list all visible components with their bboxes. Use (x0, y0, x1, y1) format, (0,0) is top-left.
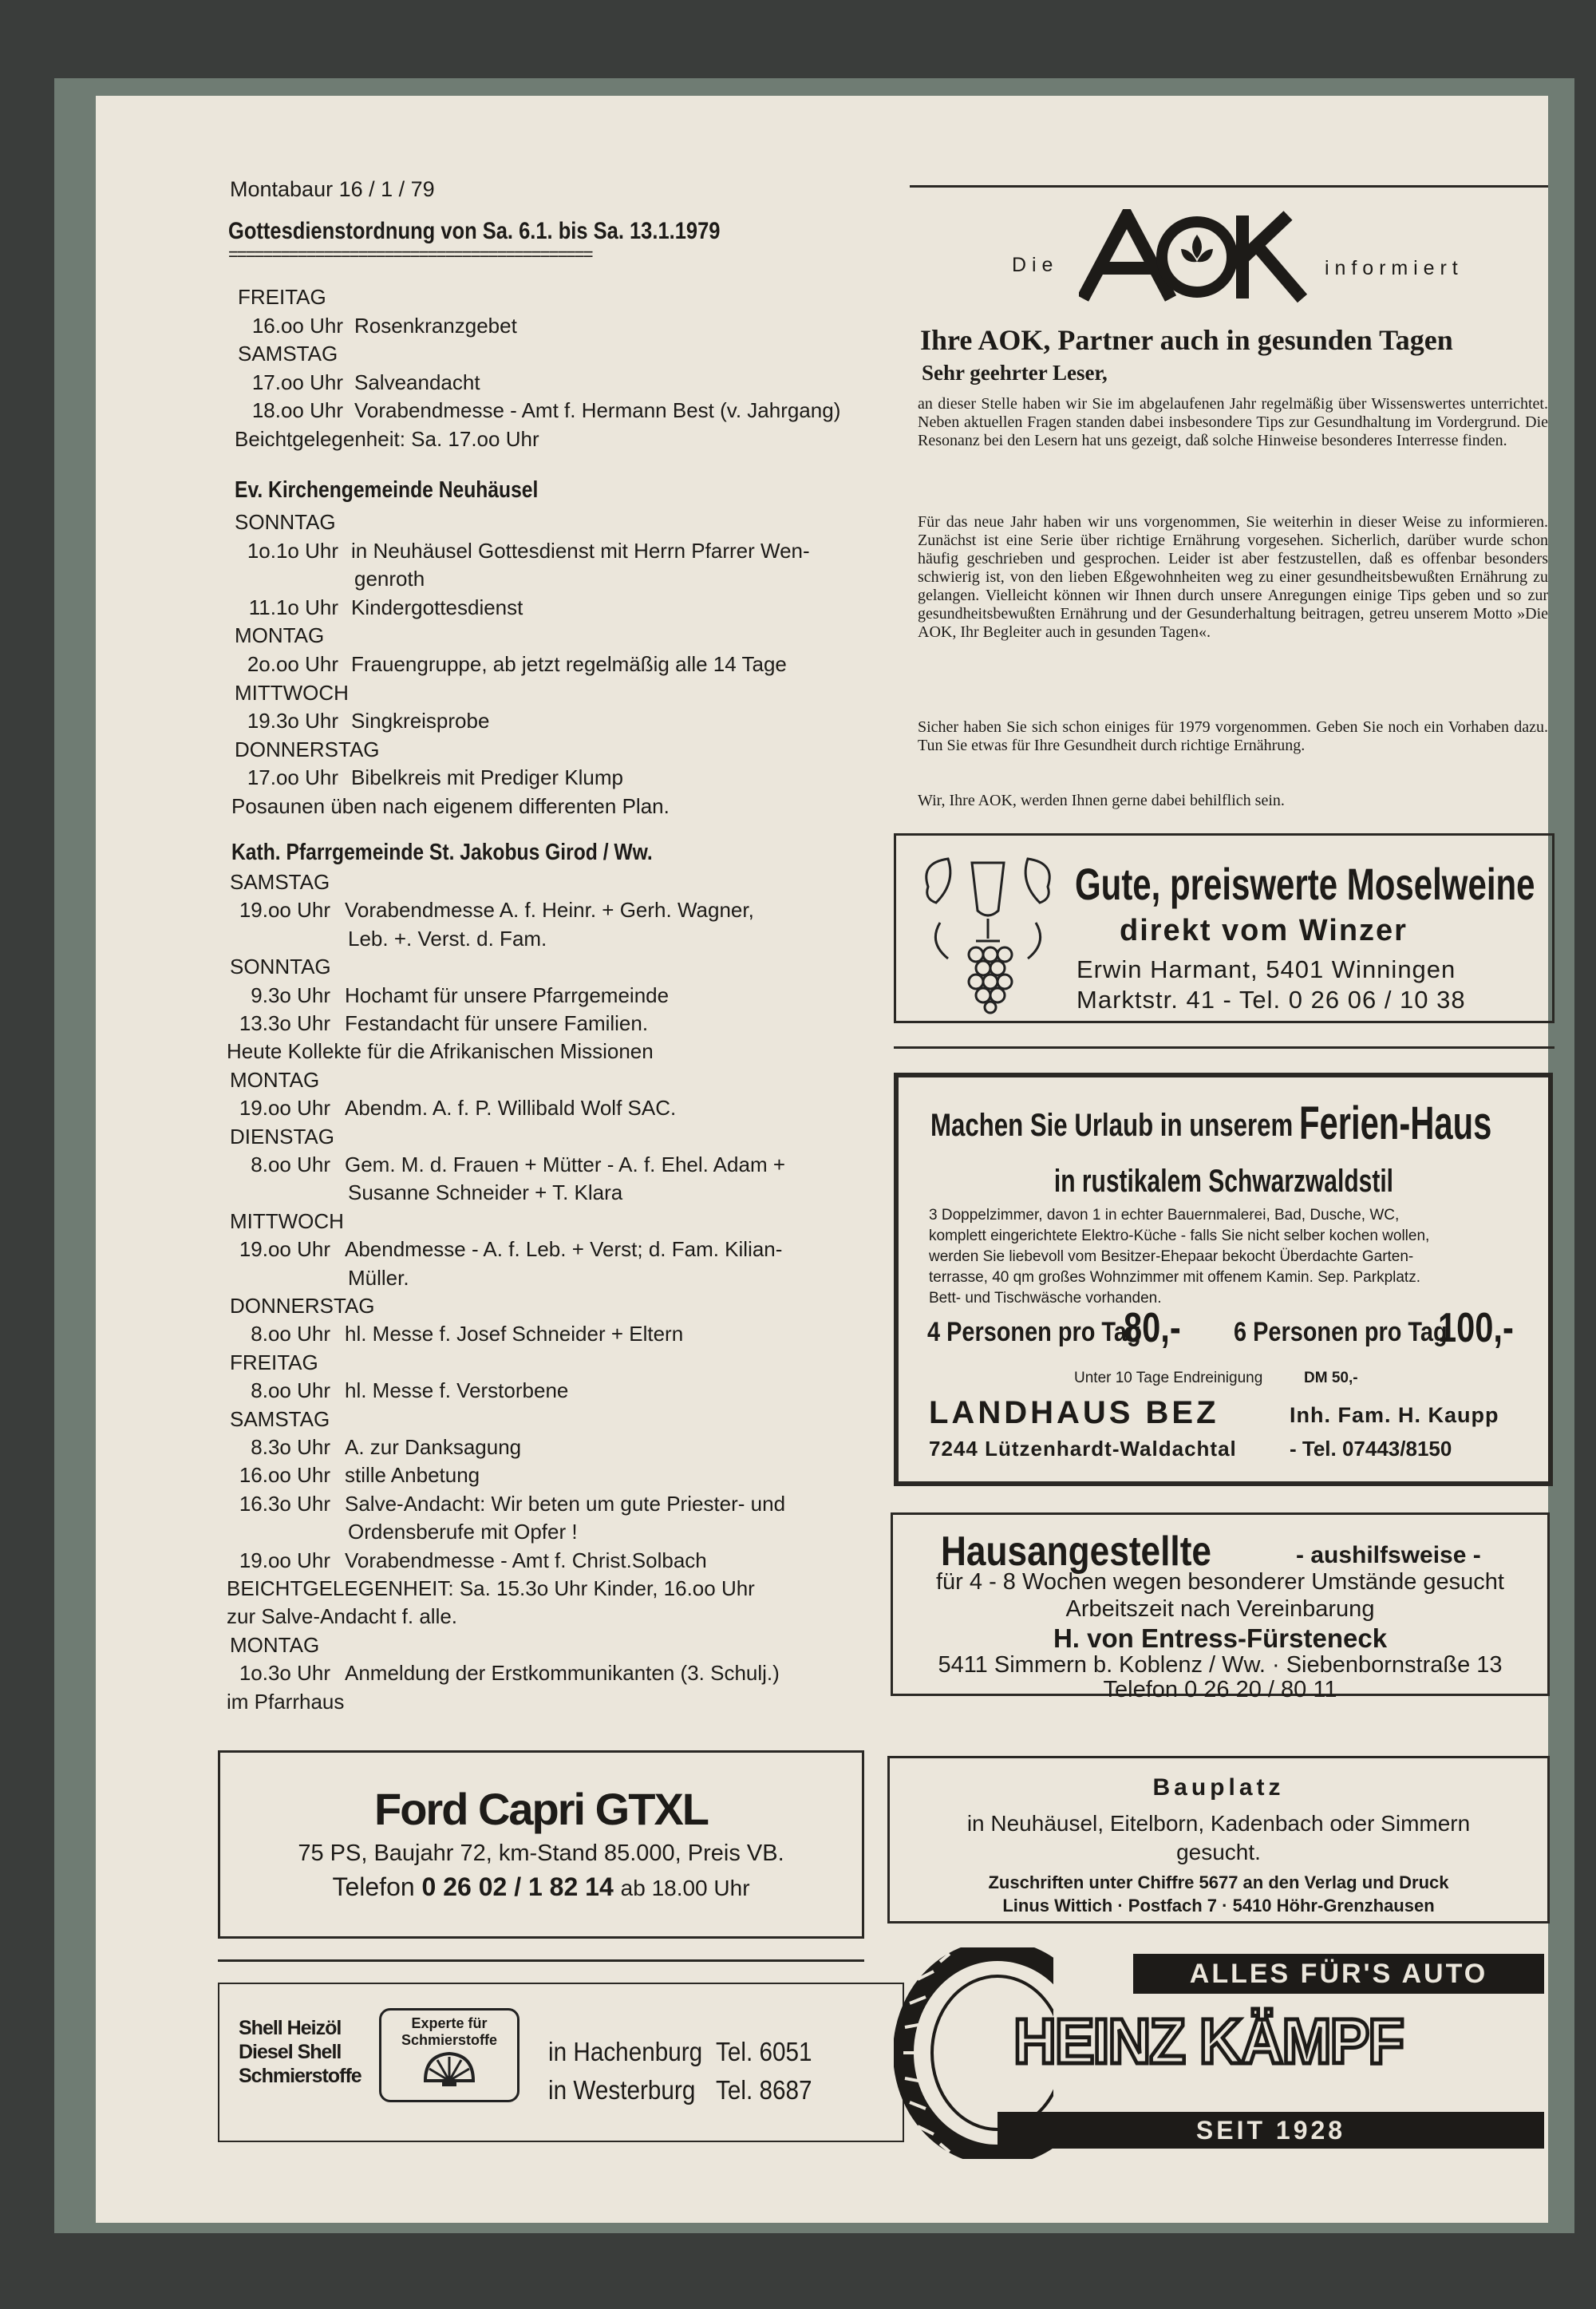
service-description: Vorabendmesse - Amt f. Christ.Solbach (345, 1548, 707, 1572)
haus-tel: Telefon 0 26 20 / 80 11 (1103, 1677, 1337, 1702)
service-description-continued: Leb. +. Verst. d. Fam. (348, 926, 547, 951)
page-title: Gottesdienstordnung von Sa. 6.1. bis Sa. 13.1.1979 (228, 218, 721, 244)
hausangestellte-ad (891, 1512, 1550, 1702)
landhaus-name: LANDHAUS BEZ (929, 1395, 1219, 1430)
landhaus-tel: - Tel. 07443/8150 (1290, 1437, 1452, 1461)
service-description: A. zur Danksagung (345, 1435, 522, 1459)
ferien-title-b: Ferien-Haus (1299, 1097, 1492, 1149)
service-description: Rosenkranzgebet (354, 313, 517, 338)
shell-brand-line-1: Shell Heizöl (239, 2017, 342, 2039)
service-time: 9.3o Uhr (251, 983, 330, 1007)
aok-die: D i e (1012, 254, 1053, 276)
ford-ad (218, 1750, 864, 1939)
service-time: 19.3o Uhr (247, 709, 338, 733)
service-description: in Neuhäusel Gottesdienst mit Herrn Pfarrer Wen- (351, 538, 810, 563)
schedule-note: Heute Kollekte für die Afrikanischen Missionen (227, 1039, 654, 1064)
service-description: Frauengruppe, ab jetzt regelmäßig alle 14 Tage (351, 652, 787, 676)
title-underline: ========================================== (228, 244, 592, 264)
kaempf-name: HEINZ KÄMPF (1013, 2006, 1403, 2077)
shell-ad (218, 1983, 904, 2142)
shell-badge (379, 2008, 519, 2102)
kaempf-ad (894, 1947, 1548, 2159)
aok-logo (1079, 209, 1310, 309)
haus-line-1: für 4 - 8 Wochen wegen besonderer Umstände gesucht (936, 1569, 1504, 1595)
day-heading: SAMSTAG (230, 870, 330, 894)
price4-value: 80,- (1124, 1305, 1181, 1351)
bauplatz-line-1: in Neuhäusel, Eitelborn, Kadenbach oder Simmern (966, 1811, 1471, 1836)
service-time: 1o.3o Uhr (239, 1661, 330, 1686)
ferienhaus-ad (894, 1073, 1553, 1486)
aok-salutation: Sehr geehrter Leser, (922, 361, 1108, 385)
service-time: 8.3o Uhr (251, 1435, 330, 1459)
ferien-desc-line-4: terrasse, 40 qm großes Wohnzimmer mit offenem Kamin. Sep. Parkplatz. (929, 1269, 1420, 1286)
service-description: hl. Messe f. Verstorbene (345, 1378, 569, 1403)
shell-logo-icon (421, 2049, 477, 2089)
wine-name: Erwin Harmant, 5401 Winningen (1077, 955, 1456, 983)
service-description: Anmeldung der Erstkommunikanten (3. Schulj.) (345, 1661, 780, 1686)
price6-value: 100,- (1438, 1305, 1514, 1351)
day-heading: MITTWOCH (235, 680, 349, 705)
service-description: Kindergottesdienst (351, 595, 523, 619)
divider-rule-right (894, 1046, 1555, 1049)
wine-ad (894, 833, 1555, 1023)
service-time: 8.oo Uhr (251, 1153, 330, 1176)
bauplatz-ad (887, 1756, 1550, 1924)
schedule-note: im Pfarrhaus (227, 1689, 345, 1714)
landhaus-owner: Inh. Fam. H. Kaupp (1290, 1403, 1499, 1427)
day-heading: DONNERSTAG (235, 737, 380, 761)
aok-paragraph-1: an dieser Stelle haben wir Sie im abgelaufenen Jahr regelmäßig über Wissenswertes unterrichtet. Neben aktuellen Fragen standen dabei insbesondere Tips zur Gesundhaltung im Vordergrund. Die Resonanz bei den Lesern hat uns gezeigt, daß solche Hinweise besonderes Interresse finden. (918, 395, 1548, 449)
ford-phone-line (220, 1872, 862, 1902)
bauplatz-line-3: Zuschriften unter Chiffre 5677 an den Verlag und Druck (988, 1872, 1449, 1892)
schedule-note: zur Salve-Andacht f. alle. (227, 1604, 458, 1629)
day-heading: SONNTAG (230, 955, 331, 979)
service-time: 17.oo Uhr (247, 765, 338, 790)
day-heading: DONNERSTAG (230, 1294, 375, 1318)
divider-rule (218, 1959, 864, 1962)
service-time: 19.oo Uhr (239, 1548, 330, 1572)
shell-tel-2: Tel. 8687 (716, 2075, 812, 2105)
day-heading: FREITAG (238, 285, 326, 309)
aok-headline: Ihre AOK, Partner auch in gesunden Tagen (920, 324, 1453, 356)
bauplatz-line-2: gesucht. (1176, 1840, 1261, 1864)
shell-badge-line-2: Schmierstoffe (401, 2032, 498, 2048)
shell-badge-line-1: Experte für (411, 2015, 488, 2031)
service-time: 2o.oo Uhr (247, 652, 338, 676)
price6-label: 6 Personen pro Tag (1234, 1317, 1448, 1347)
day-heading: MONTAG (235, 623, 325, 648)
service-description-continued: Müller. (348, 1265, 409, 1290)
ferien-title-a: Machen Sie Urlaub in unserem (930, 1108, 1294, 1143)
service-description: Salve-Andacht: Wir beten um gute Priester- und (345, 1491, 786, 1516)
aok-paragraph-3: Sicher haben Sie sich schon einiges für 1979 vorgenommen. Geben Sie noch ein Vorhaben dazu. Tun Sie etwas für Ihre Gesundheit durch richtige Ernährung. (918, 718, 1548, 754)
service-time: 19.oo Uhr (239, 898, 330, 923)
wine-title: Gute, preiswerte Moselweine (1075, 859, 1535, 909)
shell-brand-line-3: Schmierstoffe (239, 2065, 361, 2087)
haus-line-2: Arbeitszeit nach Vereinbarung (1065, 1596, 1375, 1622)
aok-paragraph-4: Wir, Ihre AOK, werden Ihnen gerne dabei behilflich sein. (918, 792, 1285, 809)
shell-town-1: in Hachenburg (548, 2037, 703, 2066)
ford-details: 75 PS, Baujahr 72, km-Stand 85.000, Preis VB. (298, 1840, 784, 1866)
service-time: 19.oo Uhr (239, 1096, 330, 1121)
price4-label: 4 Personen pro Tag (927, 1317, 1141, 1347)
ferien-desc-line-3: werden Sie liebevoll vom Besitzer-Ehepaar bekocht Überdachte Garten- (929, 1248, 1414, 1265)
kaempf-since: SEIT 1928 (1195, 2116, 1346, 2145)
service-time: 13.3o Uhr (239, 1011, 330, 1035)
aok-paragraph-2: Für das neue Jahr haben wir uns vorgenommen, Sie weiterhin in dieser Weise zu informieren. Zunächst ist eine Serie über richtige Ernährung vorgesehen. Sicherlich, darüber wurde schon häufig geschrieben und gesprochen. Leider ist aber festzustellen, daß es offenbar besonders schwierig ist, von den lieben Eßgewohnheiten weg zu einer gesundheitsbewußten Ernährung zu gelangen. Vielleicht können wir Ihnen durch unsere Anregungen einige Tips geben und so zur gesundheitsbewußten Ernährung und der Gesunderhaltung beitragen, getreu unserem Motto »Die AOK, Ihr Begleiter auch in gesunden Tagen«. (918, 513, 1548, 641)
service-description-continued: genroth (354, 567, 425, 591)
ferien-desc-line-5: Bett- und Tischwäsche vorhanden. (929, 1290, 1162, 1307)
ford-title: Ford Capri GTXL (374, 1784, 708, 1834)
shell-town-2: in Westerburg (548, 2075, 696, 2105)
service-time: 8.oo Uhr (251, 1378, 330, 1403)
day-heading: SAMSTAG (230, 1406, 330, 1431)
service-time: 18.oo Uhr (251, 398, 343, 423)
aok-top-rule (910, 185, 1548, 188)
service-description: Vorabendmesse A. f. Heinr. + Gerh. Wagner, (345, 898, 754, 923)
day-heading: FREITAG (230, 1350, 318, 1374)
day-heading: MITTWOCH (230, 1208, 344, 1233)
service-description-continued: Ordensberufe mit Opfer ! (348, 1520, 578, 1544)
haus-title-suffix: - aushilfsweise - (1296, 1542, 1481, 1568)
day-heading: SONNTAG (235, 510, 336, 534)
ford-phone: 0 26 02 / 1 82 14 (421, 1872, 614, 1901)
service-time: 19.oo Uhr (239, 1237, 330, 1262)
ford-phone-prefix: Telefon (332, 1872, 415, 1901)
kaempf-top-bar (1133, 1954, 1544, 1994)
ferien-desc-line-1: 3 Doppelzimmer, davon 1 in echter Bauernmalerei, Bad, Dusche, WC, (929, 1207, 1400, 1224)
day-heading: SAMSTAG (238, 342, 338, 366)
service-time: 16.oo Uhr (239, 1463, 330, 1488)
service-time: 17.oo Uhr (251, 370, 343, 394)
ferien-subtitle-text: in rustikalem Schwarzwaldstil (1053, 1164, 1393, 1199)
ev-section-title: Ev. Kirchengemeinde Neuhäusel (235, 477, 539, 503)
bauplatz-title: Bauplatz (1152, 1774, 1285, 1801)
shell-tel-1: Tel. 6051 (716, 2037, 812, 2066)
ford-phone-suffix: ab 18.00 Uhr (620, 1876, 750, 1900)
service-description: Bibelkreis mit Prediger Klump (351, 765, 624, 790)
service-description-continued: Susanne Schneider + T. Klara (348, 1180, 623, 1205)
cleaning-price: DM 50,- (1304, 1370, 1358, 1386)
day-heading: MONTAG (230, 1632, 320, 1657)
service-description: stille Anbetung (345, 1463, 480, 1488)
dateline: Montabaur 16 / 1 / 79 (230, 177, 435, 201)
haus-title: Hausangestellte (941, 1528, 1211, 1575)
kaempf-bottom-bar (998, 2112, 1544, 2149)
aok-logo-icon (1079, 209, 1310, 305)
service-time: 8.oo Uhr (251, 1322, 330, 1346)
service-description: Vorabendmesse - Amt f. Hermann Best (v. Jahrgang) (354, 398, 841, 423)
service-description: Abendm. A. f. P. Willibald Wolf SAC. (345, 1096, 677, 1121)
day-heading: MONTAG (230, 1067, 320, 1092)
schedule-note: Beichtgelegenheit: Sa. 17.oo Uhr (235, 427, 539, 451)
aok-informiert: i n f o r m i e r t (1325, 257, 1458, 279)
service-description: Salveandacht (354, 370, 480, 394)
service-description: Singkreisprobe (351, 709, 490, 733)
haus-address: 5411 Simmern b. Koblenz / Ww. · Siebenbornstraße 13 (938, 1652, 1503, 1678)
wine-grapes-icon (912, 847, 1064, 1014)
day-heading: DIENSTAG (230, 1124, 334, 1149)
bauplatz-line-4: Linus Wittich · Postfach 7 · 5410 Höhr-Grenzhausen (1002, 1896, 1435, 1916)
schedule-note: BEICHTGELEGENHEIT: Sa. 15.3o Uhr Kinder, 16.oo Uhr (227, 1576, 755, 1600)
kaempf-top: ALLES FÜR'S AUTO (1189, 1959, 1488, 1989)
ferien-desc-line-2: komplett eingerichtete Elektro-Küche - falls Sie nicht selber kochen wollen, (929, 1228, 1430, 1244)
ferien-subtitle (899, 1164, 1548, 1200)
wine-subtitle: direkt vom Winzer (1120, 914, 1408, 947)
service-description: hl. Messe f. Josef Schneider + Eltern (345, 1322, 684, 1346)
ferien-description (929, 1205, 1429, 1309)
kath-section-title: Kath. Pfarrgemeinde St. Jakobus Girod / Ww. (231, 840, 653, 865)
service-time: 16.3o Uhr (239, 1491, 330, 1516)
service-description: Festandacht für unsere Familien. (345, 1011, 649, 1035)
service-time: 16.oo Uhr (251, 313, 343, 338)
cleaning-label: Unter 10 Tage Endreinigung (1074, 1370, 1263, 1386)
service-description: Hochamt für unsere Pfarrgemeinde (345, 983, 670, 1007)
haus-name: H. von Entress-Fürsteneck (1053, 1623, 1388, 1653)
service-description: Abendmesse - A. f. Leb. + Verst; d. Fam. Kilian- (345, 1237, 783, 1262)
landhaus-place: 7244 Lützenhardt-Waldachtal (929, 1437, 1237, 1461)
shell-brand-line-2: Diesel Shell (239, 2041, 342, 2063)
service-description: Gem. M. d. Frauen + Mütter - A. f. Ehel. Adam + (345, 1153, 786, 1176)
service-time: 1o.1o Uhr (247, 538, 338, 563)
wine-address: Marktstr. 41 - Tel. 0 26 06 / 10 38 (1077, 986, 1466, 1014)
shell-brand (239, 2016, 361, 2088)
schedule-note: Posaunen üben nach eigenem differenten Plan. (231, 794, 670, 818)
service-time: 11.1o Uhr (248, 595, 338, 619)
